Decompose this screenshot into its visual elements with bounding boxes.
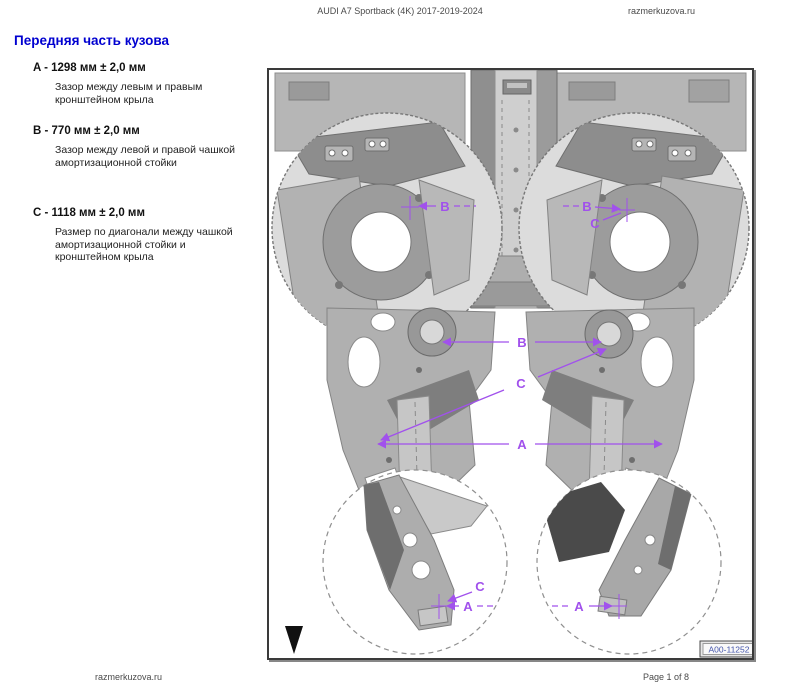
left-strut-tower-inset (272, 113, 502, 343)
dim-label-c-diagonal: C (516, 376, 526, 391)
measurement-c-description: Размер по диагонали между чашкой амортизационной стойки и кронштейном крыла (55, 226, 233, 263)
footer-page-number: Page 1 of 8 (643, 672, 690, 682)
measurement-a-description: Зазор между левым и правым кронштейном крыла (55, 81, 203, 106)
dim-label-c-top-right: C (590, 216, 600, 231)
measurement-b-description: Зазор между левой и правой чашкой амортизационной стойки (55, 144, 236, 169)
dim-label-a-bottom-right: A (574, 599, 584, 614)
car-body-illustration (272, 70, 749, 654)
measurement-a-heading: A - 1298 мм ± 2,0 мм (33, 62, 146, 74)
figure-code: A00-11252 (708, 644, 750, 655)
dim-label-a-bottom-left: A (463, 599, 473, 614)
right-fender-bracket-inset (537, 470, 721, 654)
page-title: Передняя часть кузова (14, 33, 170, 48)
body-diagram (269, 70, 752, 658)
measurement-b-heading: B - 770 мм ± 2,0 мм (33, 125, 140, 137)
left-fender-bracket-inset (323, 470, 507, 654)
header-site-url: razmerkuzova.ru (628, 6, 696, 16)
document-header-title: AUDI A7 Sportback (4K) 2017-2019-2024 (317, 6, 483, 16)
dim-label-b-top-right: B (582, 199, 592, 214)
figure-code-box (700, 641, 752, 657)
dim-label-a-middle: A (517, 437, 527, 452)
dim-label-b-top-left: B (440, 199, 450, 214)
footer-site-url: razmerkuzova.ru (95, 672, 163, 682)
dim-label-b-middle: B (517, 335, 527, 350)
right-strut-tower-inset (519, 113, 749, 343)
direction-of-travel-arrow-icon (285, 626, 303, 654)
body-diagram-frame (267, 68, 754, 660)
measurement-c-heading: C - 1118 мм ± 2,0 мм (33, 207, 145, 219)
dim-label-c-bottom-left: C (475, 579, 485, 594)
